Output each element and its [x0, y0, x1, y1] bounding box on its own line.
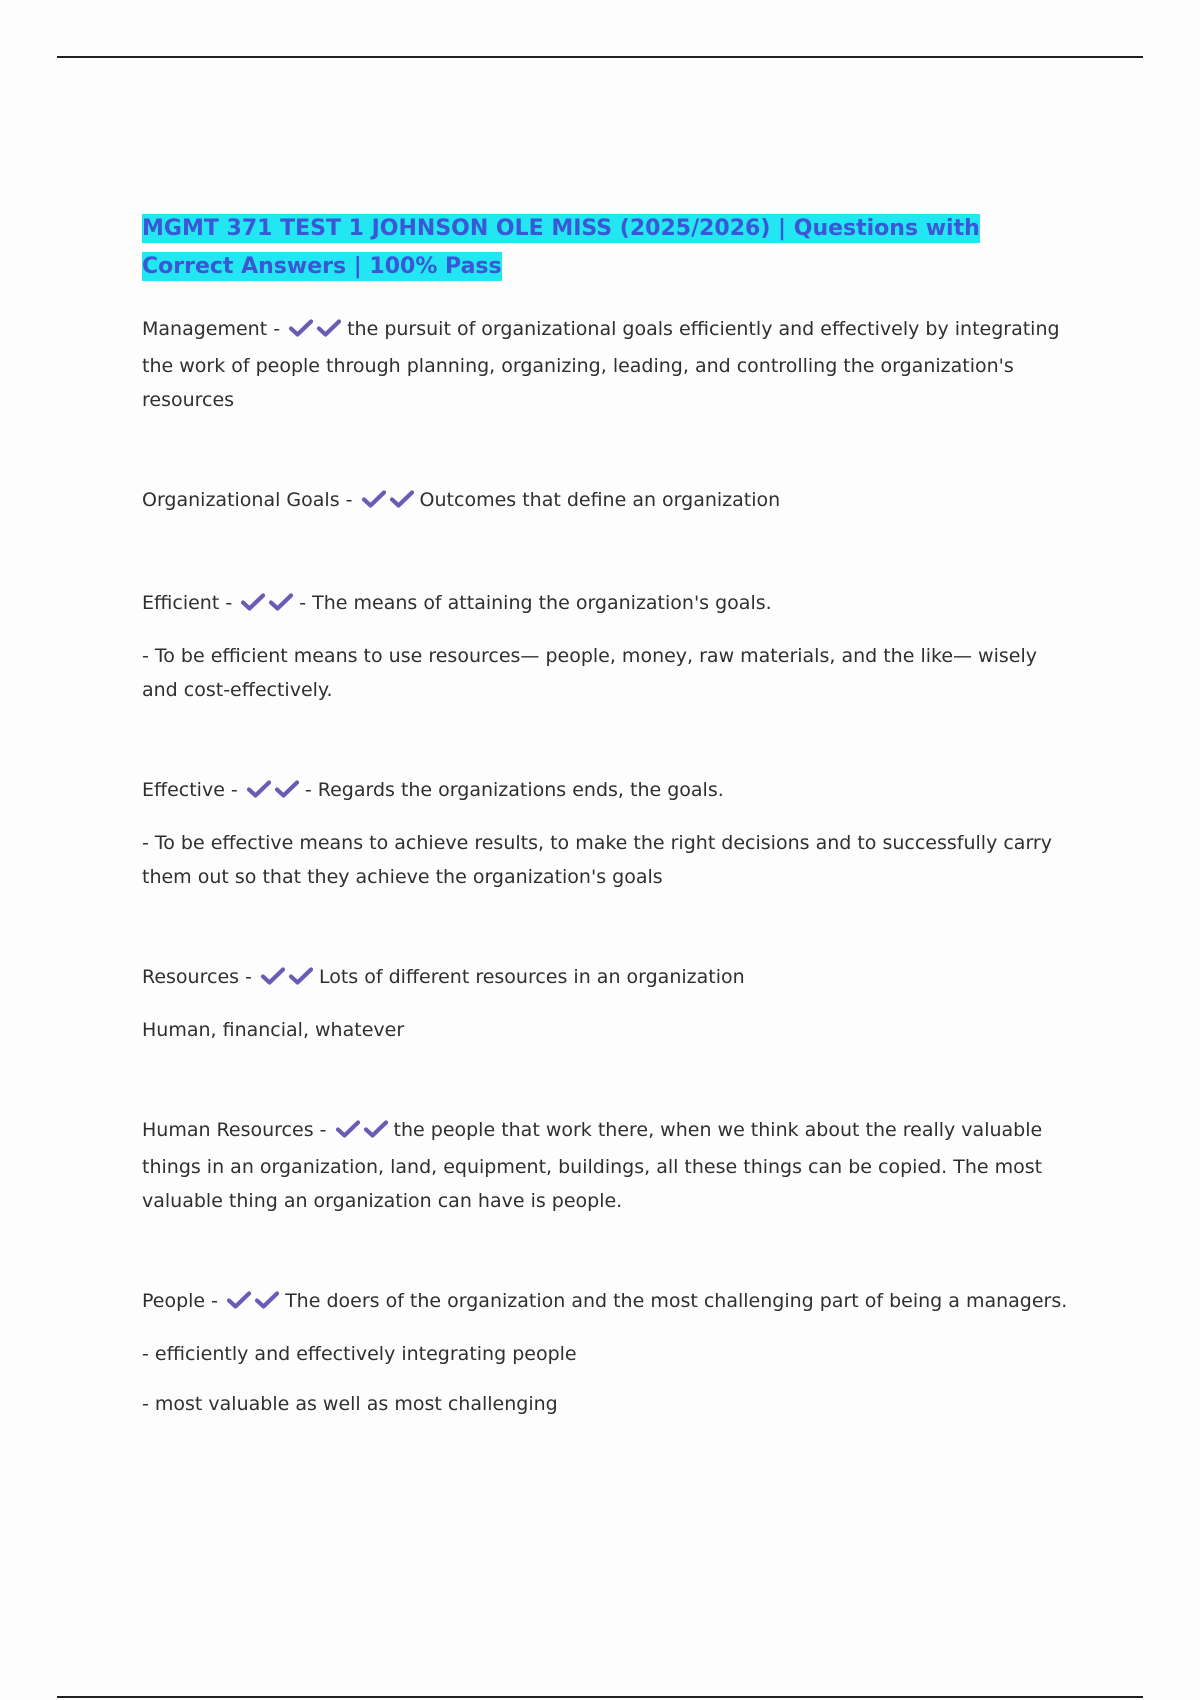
- definition-detail: - To be efficient means to use resources— people, money, raw materials, and the like— wisely and cost-effectively.: [142, 645, 1037, 701]
- document-title-text: MGMT 371 TEST 1 JOHNSON OLE MISS (2025/2026) | Questions with Correct Answers | 100% Pass: [142, 216, 980, 279]
- document-content: [142, 210, 1072, 1421]
- check-marks: [361, 486, 417, 520]
- definition-detail: - To be effective means to achieve results, to make the right decisions and to successfully carry them out so that they achieve the organization's goals: [142, 832, 1052, 888]
- term-label: Efficient -: [142, 592, 239, 614]
- definition-detail: - most valuable as well as most challenging: [142, 1393, 558, 1415]
- definition-text: - Regards the organizations ends, the goals.: [304, 779, 724, 801]
- qa-entry: [142, 483, 1072, 520]
- qa-entry: [142, 312, 1072, 417]
- check-mark-icon: [254, 1287, 282, 1307]
- check-marks: [240, 589, 296, 623]
- qa-entry: [142, 773, 1072, 894]
- qa-main-line: [142, 1113, 1072, 1218]
- check-mark-icon: [288, 963, 316, 983]
- check-mark-icon: [240, 589, 268, 609]
- qa-main-line: [142, 960, 1072, 997]
- check-mark-icon: [335, 1116, 363, 1136]
- definition-text: the pursuit of organizational goals efficiently and effectively by integrating the work of people through planning, organizing, leading, and controlling the organization's resources: [142, 318, 1060, 411]
- check-marks: [288, 315, 344, 349]
- check-mark-icon: [361, 486, 389, 506]
- term-label: Organizational Goals -: [142, 489, 359, 511]
- check-mark-icon: [260, 963, 288, 983]
- check-mark-icon: [389, 486, 417, 506]
- qa-main-line: [142, 586, 1072, 623]
- term-label: People -: [142, 1290, 225, 1312]
- definition-text: - The means of attaining the organization's goals.: [299, 592, 772, 614]
- qa-main-line: [142, 483, 1072, 520]
- check-marks: [246, 776, 302, 810]
- check-marks: [260, 963, 316, 997]
- header-rule: [57, 56, 1143, 58]
- qa-main-line: [142, 1284, 1072, 1321]
- qa-entry: [142, 1113, 1072, 1218]
- check-mark-icon: [363, 1116, 391, 1136]
- qa-entry: [142, 586, 1072, 707]
- entry-list: [142, 312, 1072, 1421]
- definition-text: the people that work there, when we think about the really valuable things in an organization, land, equipment, buildings, all these things can be copied. The most valuable thing an organization can have is people.: [142, 1119, 1043, 1212]
- check-mark-icon: [288, 315, 316, 335]
- definition-detail: - efficiently and effectively integrating people: [142, 1343, 577, 1365]
- check-marks: [226, 1287, 282, 1321]
- check-mark-icon: [268, 589, 296, 609]
- definition-text: Lots of different resources in an organization: [318, 966, 745, 988]
- check-mark-icon: [226, 1287, 254, 1307]
- qa-entry: [142, 960, 1072, 1047]
- qa-main-line: [142, 312, 1072, 417]
- document-title: [142, 210, 1072, 286]
- check-mark-icon: [274, 776, 302, 796]
- definition-text: The doers of the organization and the most challenging part of being a managers.: [285, 1290, 1068, 1312]
- term-label: Resources -: [142, 966, 258, 988]
- qa-entry: [142, 1284, 1072, 1421]
- footer-rule: [57, 1696, 1143, 1698]
- term-label: Management -: [142, 318, 287, 340]
- qa-main-line: [142, 773, 1072, 810]
- definition-detail: Human, financial, whatever: [142, 1019, 405, 1041]
- check-mark-icon: [246, 776, 274, 796]
- term-label: Human Resources -: [142, 1119, 333, 1141]
- check-mark-icon: [316, 315, 344, 335]
- term-label: Effective -: [142, 779, 244, 801]
- check-marks: [335, 1116, 391, 1150]
- definition-text: Outcomes that define an organization: [419, 489, 781, 511]
